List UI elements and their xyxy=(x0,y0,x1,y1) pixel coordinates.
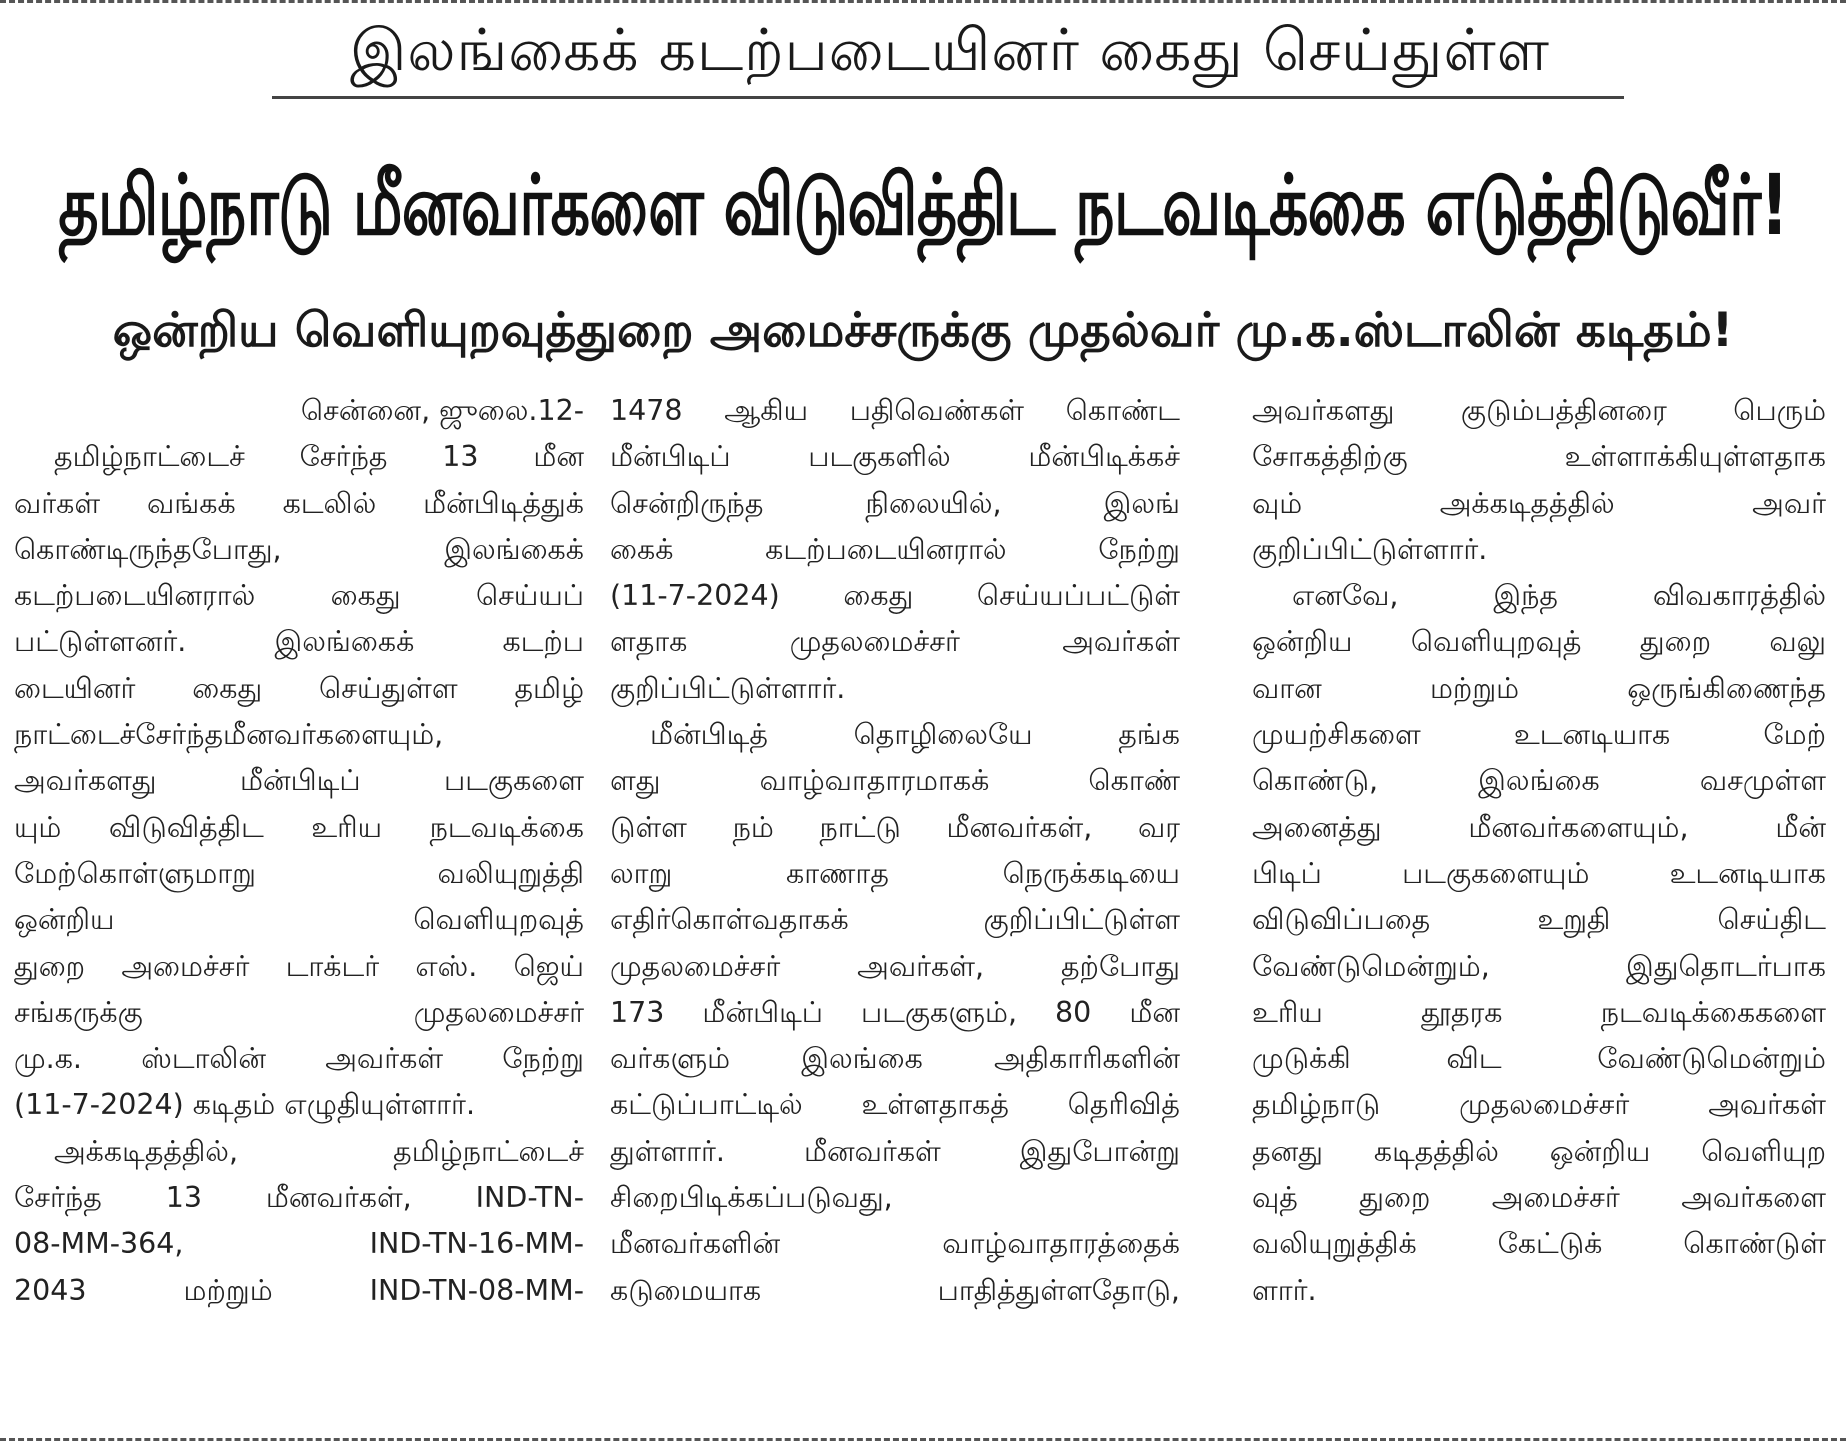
body-line: லாறு காணாத நெருக்கடியை xyxy=(610,856,1180,890)
body-line: வலியுறுத்திக் கேட்டுக் கொண்டுள் xyxy=(1252,1227,1826,1261)
body-line: டுள்ள நம் நாட்டு மீனவர்கள், வர xyxy=(610,810,1180,844)
body-line: குறிப்பிட்டுள்ளார். xyxy=(610,671,846,705)
body-line: வுத் துறை அமைச்சர் அவர்களை xyxy=(1252,1181,1826,1215)
body-line: தனது கடிதத்தில் ஒன்றிய வெளியுற xyxy=(1252,1134,1826,1168)
body-line: துள்ளார். மீனவர்கள் இதுபோன்று xyxy=(610,1134,1180,1168)
bottom-cut-line xyxy=(0,1438,1846,1441)
body-line: அவர்களது மீன்பிடிப் படகுகளை xyxy=(14,764,584,798)
article-column-1 xyxy=(14,388,584,1314)
body-line: அவர்களது குடும்பத்தினரை பெரும் xyxy=(1252,394,1826,427)
body-line: தமிழ்நாட்டைச் சேர்ந்த 13 மீன xyxy=(54,440,584,474)
body-line: மீன்பிடிப் படகுகளில் மீன்பிடிக்கச் xyxy=(610,440,1180,474)
dateline: சென்னை, ஜுலை.12- xyxy=(300,394,584,427)
body-line: கைக் கடற்படையினரால் நேற்று xyxy=(610,532,1180,566)
body-line: உரிய தூதரக நடவடிக்கைகளை xyxy=(1252,995,1826,1029)
body-line: சென்றிருந்த நிலையில், இலங் xyxy=(610,486,1180,520)
body-line: 2043 மற்றும் IND-TN-08-MM- xyxy=(14,1273,584,1307)
body-line: (11-7-2024) கடிதம் எழுதியுள்ளார். xyxy=(14,1088,476,1122)
body-line: துறை அமைச்சர் டாக்டர் எஸ். ஜெய் xyxy=(14,949,584,983)
body-line: கடற்படையினரால் கைது செய்யப் xyxy=(14,579,584,613)
body-line: கொண்டிருந்தபோது, இலங்கைக் xyxy=(14,532,584,566)
body-line: சங்கருக்கு முதலமைச்சர் xyxy=(14,995,584,1029)
body-line: மு.க. ஸ்டாலின் அவர்கள் நேற்று xyxy=(14,1042,584,1076)
body-line: சோகத்திற்கு உள்ளாக்கியுள்ளதாக xyxy=(1252,440,1826,474)
body-line: மேற்கொள்ளுமாறு வலியுறுத்தி xyxy=(14,856,584,890)
body-line: மீனவர்களின் வாழ்வாதாரத்தைக் xyxy=(610,1227,1180,1261)
body-line: முதலமைச்சர் அவர்கள், தற்போது xyxy=(610,949,1180,983)
body-line: ளது வாழ்வாதாரமாகக் கொண் xyxy=(610,764,1180,798)
body-line: 173 மீன்பிடிப் படகுகளும், 80 மீன xyxy=(610,995,1180,1029)
body-line: 1478 ஆகிய பதிவெண்கள் கொண்ட xyxy=(610,394,1180,427)
body-line: ஒன்றிய வெளியுறவுத் துறை வலு xyxy=(1252,625,1826,659)
body-line: அக்கடிதத்தில், தமிழ்நாட்டைச் xyxy=(54,1134,584,1168)
body-line: கொண்டு, இலங்கை வசமுள்ள xyxy=(1252,764,1826,798)
body-line: சேர்ந்த 13 மீனவர்கள், IND-TN- xyxy=(14,1181,584,1215)
body-line: தமிழ்நாடு முதலமைச்சர் அவர்கள் xyxy=(1252,1088,1826,1122)
body-line: 08-MM-364, IND-TN-16-MM- xyxy=(14,1227,584,1261)
body-line: வர்கள் வங்கக் கடலில் மீன்பிடித்துக் xyxy=(14,486,584,520)
body-line: நாட்டைச்சேர்ந்தமீனவர்களையும், xyxy=(14,718,444,752)
article-column-3 xyxy=(1252,388,1826,1314)
body-line: வர்களும் இலங்கை அதிகாரிகளின் xyxy=(610,1042,1180,1076)
body-line: சிறைபிடிக்கப்படுவது, xyxy=(610,1181,893,1215)
body-line: முடுக்கி விட வேண்டுமென்றும் xyxy=(1252,1042,1826,1076)
body-line: வும் அக்கடிதத்தில் அவர் xyxy=(1252,486,1826,520)
body-line: பட்டுள்ளனர். இலங்கைக் கடற்ப xyxy=(14,625,584,659)
body-line: வான மற்றும் ஒருங்கிணைந்த xyxy=(1252,671,1826,705)
body-line: வேண்டுமென்றும், இதுதொடர்பாக xyxy=(1252,949,1826,983)
body-line: கட்டுப்பாட்டில் உள்ளதாகத் தெரிவித் xyxy=(610,1088,1180,1122)
article-column-2 xyxy=(610,388,1180,1314)
body-line: யும் விடுவித்திட உரிய நடவடிக்கை xyxy=(14,810,584,844)
article-subheadline: ஒன்றிய வெளியுறவுத்துறை அமைச்சருக்கு முதல்வர் மு.க.ஸ்டாலின் கடிதம்! xyxy=(112,303,1734,358)
body-line: அனைத்து மீனவர்களையும், மீன் xyxy=(1252,810,1826,844)
body-line: ஒன்றிய வெளியுறவுத் xyxy=(14,903,584,937)
body-line: பிடிப் படகுகளையும் உடனடியாக xyxy=(1252,856,1826,890)
top-cut-line xyxy=(0,0,1846,6)
article-kicker: இலங்கைக் கடற்படையினர் கைது செய்துள்ள xyxy=(349,16,1551,84)
body-line: குறிப்பிட்டுள்ளார். xyxy=(1252,532,1488,566)
body-line: (11-7-2024) கைது செய்யப்பட்டுள் xyxy=(610,579,1180,613)
article-headline: தமிழ்நாடு மீனவர்களை விடுவித்திட நடவடிக்கை எடுத்திடுவீர்! xyxy=(58,155,1788,255)
body-line: ளார். xyxy=(1252,1273,1317,1307)
body-line: ளதாக முதலமைச்சர் அவர்கள் xyxy=(610,625,1180,659)
body-line: முயற்சிகளை உடனடியாக மேற் xyxy=(1252,718,1826,752)
body-line: கடுமையாக பாதித்துள்ளதோடு, xyxy=(610,1273,1180,1307)
body-line: எதிர்கொள்வதாகக் குறிப்பிட்டுள்ள xyxy=(610,903,1180,937)
kicker-underline xyxy=(272,96,1624,99)
body-line: விடுவிப்பதை உறுதி செய்திட xyxy=(1252,903,1826,937)
body-line: மீன்பிடித் தொழிலையே தங்க xyxy=(650,718,1180,752)
body-line: எனவே, இந்த விவகாரத்தில் xyxy=(1292,579,1826,613)
body-line: டையினர் கைது செய்துள்ள தமிழ் xyxy=(14,671,584,705)
